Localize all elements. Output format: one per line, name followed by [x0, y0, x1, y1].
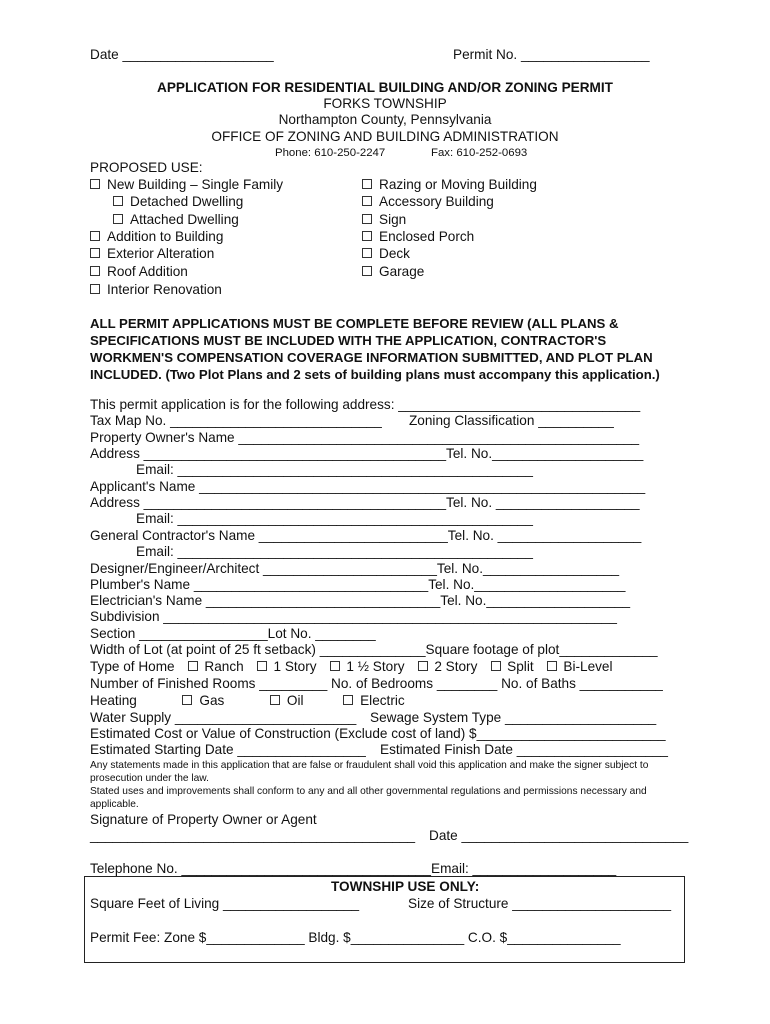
start-date-field[interactable]: Estimated Starting Date _________________: [90, 742, 366, 757]
checkbox-exterior-alteration[interactable]: Exterior Alteration: [90, 246, 214, 261]
designer-field[interactable]: Designer/Engineer/Architect _______________________Tel. No.__________________: [90, 561, 620, 576]
township-name: FORKS TOWNSHIP: [323, 96, 447, 111]
checkbox-icon[interactable]: [113, 196, 123, 206]
checkbox-attached-dwelling[interactable]: Attached Dwelling: [113, 212, 239, 227]
checkbox-icon[interactable]: [362, 196, 372, 206]
owner-name-field[interactable]: Property Owner's Name _____________________________________________________: [90, 430, 640, 445]
legal-line: applicable.: [90, 799, 139, 810]
sewage-system-field[interactable]: Sewage System Type ____________________: [370, 710, 657, 725]
address-field[interactable]: This permit application is for the following address: ________________________________: [90, 397, 641, 412]
legal-line: Stated uses and improvements shall conform to any and all other governmental regulations and permissions necessary and: [90, 786, 647, 797]
date-field[interactable]: Date ____________________: [90, 47, 274, 62]
proposed-use-label: PROPOSED USE:: [90, 160, 203, 175]
checkbox-icon[interactable]: [362, 266, 372, 276]
permit-fee-field[interactable]: Permit Fee: Zone $_____________ Bldg. $_______________ C.O. $_______________: [90, 930, 621, 945]
option-gas: Gas: [199, 693, 225, 708]
checkbox-icon[interactable]: [343, 695, 353, 705]
permit-number-field[interactable]: Permit No. _________________: [453, 47, 650, 62]
checkbox-icon[interactable]: [90, 284, 100, 294]
signature-label: Signature of Property Owner or Agent: [90, 812, 317, 827]
heating-label: Heating: [90, 693, 137, 708]
county-name: Northampton County, Pennsylvania: [278, 112, 492, 127]
checkbox-icon[interactable]: [90, 248, 100, 258]
applicant-name-field[interactable]: Applicant's Name ___________________________________________________________: [90, 479, 646, 494]
heating-row: [90, 693, 405, 709]
signature-line[interactable]: ___________________________________________: [90, 828, 416, 843]
type-of-home-row: [90, 659, 613, 675]
finish-date-field[interactable]: Estimated Finish Date ____________________: [380, 742, 668, 757]
rooms-field[interactable]: Number of Finished Rooms _________ No. of Bedrooms ________ No. of Baths ___________: [90, 676, 663, 691]
checkbox-icon[interactable]: [330, 661, 340, 671]
checkbox-detached-dwelling[interactable]: Detached Dwelling: [113, 194, 243, 209]
legal-line: prosecution under the law.: [90, 773, 209, 784]
checkbox-icon[interactable]: [90, 179, 100, 189]
checkbox-addition[interactable]: Addition to Building: [90, 229, 223, 244]
contractor-email-field[interactable]: Email: _______________________________________________: [136, 544, 533, 559]
option-ranch: Ranch: [204, 659, 244, 674]
zoning-classification-field[interactable]: Zoning Classification __________: [409, 413, 614, 428]
checkbox-icon[interactable]: [418, 661, 428, 671]
completion-warning: [90, 315, 660, 383]
owner-address-field[interactable]: Address ________________________________________Tel. No.____________________: [90, 446, 644, 461]
structure-size-field[interactable]: Size of Structure _____________________: [408, 896, 672, 911]
checkbox-icon[interactable]: [182, 695, 192, 705]
option-1-half-story: 1 ½ Story: [346, 659, 405, 674]
warning-line: WORKMEN'S COMPENSATION COVERAGE INFORMATION SUBMITTED, AND PLOT PLAN: [90, 350, 653, 365]
checkbox-icon[interactable]: [113, 214, 123, 224]
fax-number: Fax: 610-252-0693: [431, 147, 528, 159]
checkbox-icon[interactable]: [90, 266, 100, 276]
construction-cost-field[interactable]: Estimated Cost or Value of Construction (Exclude cost of land) $_________________________: [90, 726, 666, 741]
checkbox-icon[interactable]: [491, 661, 501, 671]
checkbox-razing[interactable]: Razing or Moving Building: [362, 177, 537, 192]
checkbox-accessory-building[interactable]: Accessory Building: [362, 194, 494, 209]
option-bi-level: Bi-Level: [563, 659, 613, 674]
owner-email-field[interactable]: Email: _______________________________________________: [136, 462, 533, 477]
checkbox-icon[interactable]: [362, 179, 372, 189]
checkbox-enclosed-porch[interactable]: Enclosed Porch: [362, 229, 474, 244]
checkbox-roof-addition[interactable]: Roof Addition: [90, 264, 188, 279]
subdivision-field[interactable]: Subdivision ____________________________________________________________: [90, 609, 617, 624]
checkbox-sign[interactable]: Sign: [362, 212, 406, 227]
contractor-field[interactable]: General Contractor's Name _________________________Tel. No. ___________________: [90, 528, 642, 543]
form-title: APPLICATION FOR RESIDENTIAL BUILDING AND/OR ZONING PERMIT: [157, 80, 613, 95]
applicant-email-field[interactable]: Email: _______________________________________________: [136, 511, 533, 526]
township-use-title: TOWNSHIP USE ONLY:: [331, 879, 480, 894]
checkbox-garage[interactable]: Garage: [362, 264, 424, 279]
square-feet-field[interactable]: Square Feet of Living __________________: [90, 896, 360, 911]
checkbox-interior-renovation[interactable]: Interior Renovation: [90, 282, 222, 297]
legal-notice: [90, 759, 648, 811]
option-2-story: 2 Story: [434, 659, 478, 674]
checkbox-icon[interactable]: [188, 661, 198, 671]
warning-line: INCLUDED. (Two Plot Plans and 2 sets of building plans must accompany this application.): [90, 367, 660, 382]
option-oil: Oil: [286, 693, 304, 708]
checkbox-icon[interactable]: [362, 231, 372, 241]
checkbox-deck[interactable]: Deck: [362, 246, 410, 261]
legal-line: Any statements made in this application that are false or fraudulent shall void this application and make the signer subject to: [90, 760, 649, 771]
applicant-address-field[interactable]: Address ________________________________________Tel. No. ___________________: [90, 495, 640, 510]
checkbox-icon[interactable]: [547, 661, 557, 671]
plumber-field[interactable]: Plumber's Name _______________________________Tel. No.____________________: [90, 577, 626, 592]
type-of-home-label: Type of Home: [90, 659, 175, 674]
warning-line: ALL PERMIT APPLICATIONS MUST BE COMPLETE BEFORE REVIEW (ALL PLANS &: [90, 316, 619, 331]
signature-date-field[interactable]: Date ______________________________: [429, 828, 689, 843]
checkbox-icon[interactable]: [362, 214, 372, 224]
option-1-story: 1 Story: [273, 659, 317, 674]
checkbox-icon[interactable]: [257, 661, 267, 671]
checkbox-new-building[interactable]: New Building – Single Family: [90, 177, 283, 192]
phone-number: Phone: 610-250-2247: [275, 147, 386, 159]
warning-line: SPECIFICATIONS MUST BE INCLUDED WITH THE APPLICATION, CONTRACTOR'S: [90, 333, 607, 348]
water-supply-field[interactable]: Water Supply ________________________: [90, 710, 357, 725]
checkbox-icon[interactable]: [90, 231, 100, 241]
section-lot-field[interactable]: Section _________________Lot No. ________: [90, 626, 376, 641]
signature-email-field[interactable]: Email: ___________________: [431, 861, 617, 876]
electrician-field[interactable]: Electrician's Name _______________________________Tel. No.___________________: [90, 593, 631, 608]
lot-width-field[interactable]: Width of Lot (at point of 25 ft setback) ______________Square footage of plot_____________: [90, 642, 658, 657]
telephone-field[interactable]: Telephone No. _________________________________: [90, 861, 431, 876]
tax-map-field[interactable]: Tax Map No. ____________________________: [90, 413, 382, 428]
office-name: OFFICE OF ZONING AND BUILDING ADMINISTRATION: [211, 129, 559, 144]
option-split: Split: [507, 659, 534, 674]
checkbox-icon[interactable]: [362, 248, 372, 258]
option-electric: Electric: [360, 693, 405, 708]
checkbox-icon[interactable]: [270, 695, 280, 705]
